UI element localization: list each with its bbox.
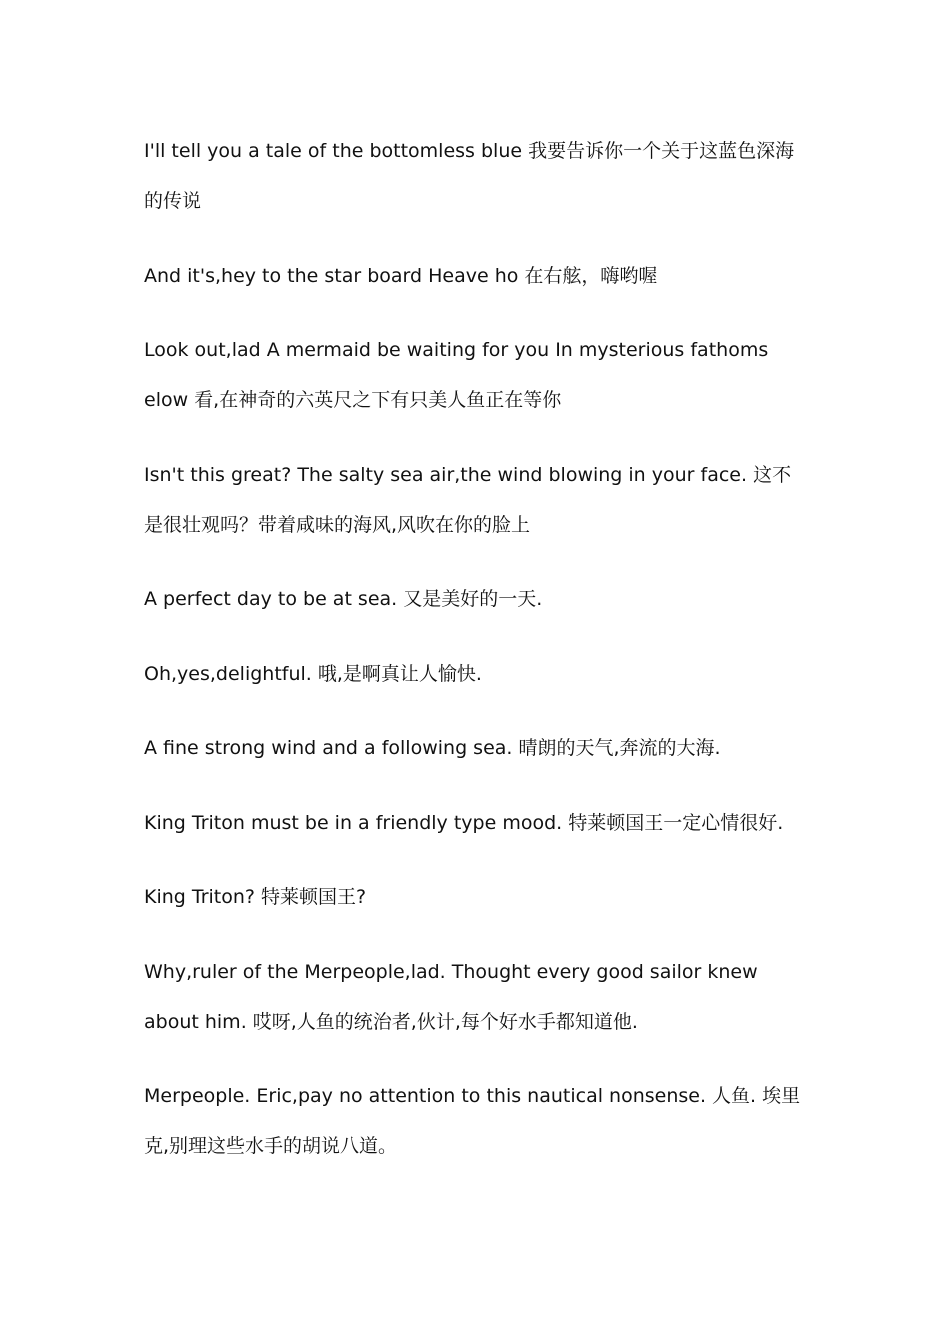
- paragraph-1: I'll tell you a tale of the bottomless blue 我要告诉你一个关于这蓝色深海的传说: [144, 140, 795, 212]
- paragraph-11: Merpeople. Eric,pay no attention to this nautical nonsense. 人鱼. 埃里克,别理这些水手的胡说八道。: [144, 1085, 801, 1157]
- paragraph-3: Look out,lad A mermaid be waiting for you In mysterious fathoms elow 看,在神奇的六英尺之下有只美人鱼正在等你: [144, 339, 769, 411]
- paragraph-5: A perfect day to be at sea. 又是美好的一天.: [144, 588, 543, 610]
- paragraph-6: Oh,yes,delightful. 哦,是啊真让人愉快.: [144, 662, 482, 685]
- paragraph-10: Why,ruler of the Merpeople,lad. Thought every good sailor knew about him. 哎呀,人鱼的统治者,伙计,每个好水手都知道他.: [144, 960, 758, 1033]
- paragraph-7: A fine strong wind and a following sea. 晴朗的天气,奔流的大海.: [144, 737, 721, 759]
- paragraph-4: Isn't this great? The salty sea air,the wind blowing in your face. 这不是很壮观吗？带着咸味的海风,风吹在你的脸上: [144, 463, 792, 536]
- paragraph-9: King Triton? 特莱顿国王?: [144, 886, 367, 908]
- paragraph-8: King Triton must be in a friendly type mood. 特莱顿国王一定心情很好.: [144, 811, 784, 834]
- document-body: [144, 126, 809, 1196]
- paragraph-2: And it's,hey to the star board Heave ho 在右舷，嗨哟喔: [144, 264, 658, 287]
